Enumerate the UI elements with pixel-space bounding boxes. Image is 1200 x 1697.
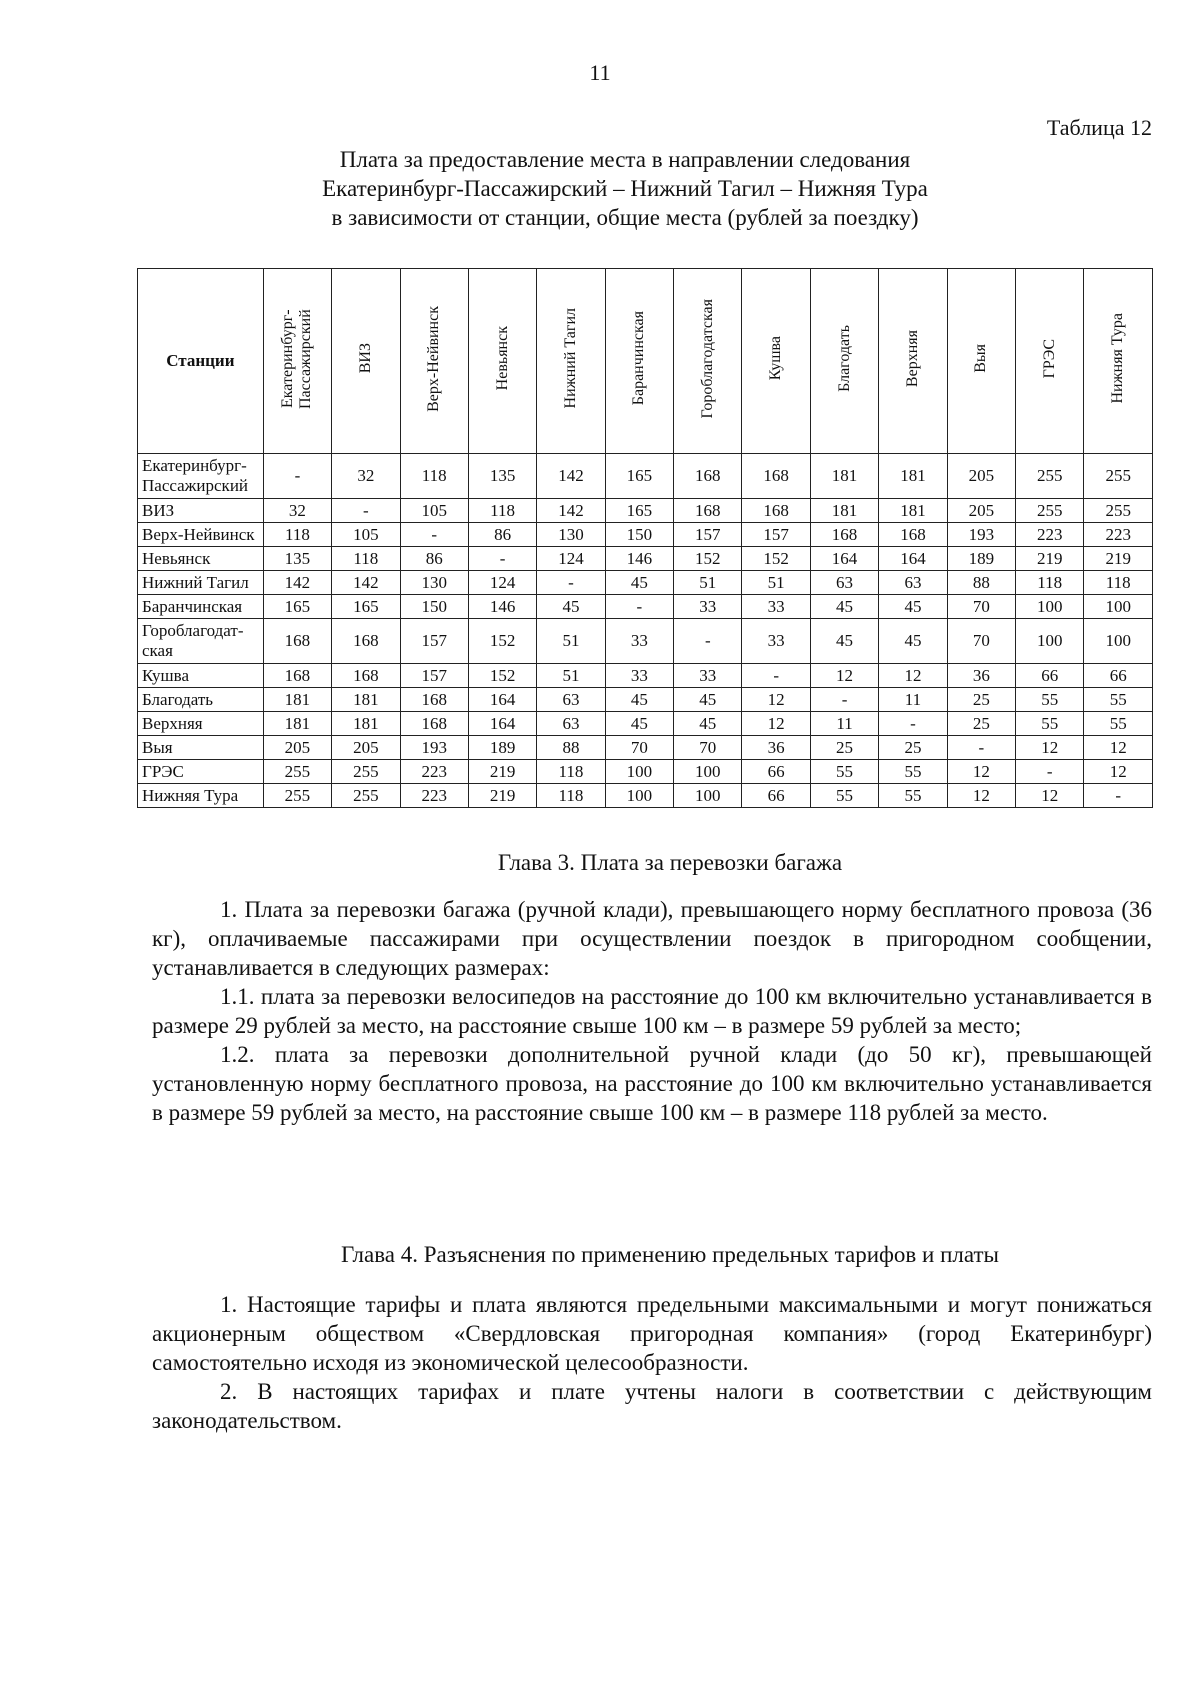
fare-cell: 11 [879, 688, 947, 712]
fare-cell: 135 [263, 547, 331, 571]
fare-cell: 168 [263, 619, 331, 664]
column-header [879, 269, 947, 454]
table-row [138, 571, 1153, 595]
fare-cell: 25 [879, 736, 947, 760]
column-header [605, 269, 673, 454]
fare-cell: 118 [537, 784, 605, 808]
column-header-label: Благодать [835, 325, 853, 392]
fare-cell: 100 [674, 760, 742, 784]
page-number: 11 [589, 60, 611, 85]
chapter4-body [152, 1290, 1152, 1435]
fare-cell: 118 [1084, 571, 1153, 595]
column-header [674, 269, 742, 454]
fare-cell: 63 [537, 712, 605, 736]
fare-cell: 55 [879, 784, 947, 808]
fare-cell: 164 [468, 712, 536, 736]
column-header-label: Невьянск [493, 326, 511, 391]
fare-cell: 88 [947, 571, 1015, 595]
fare-cell: 152 [468, 619, 536, 664]
table-row [138, 664, 1153, 688]
fare-cell: 118 [1016, 571, 1084, 595]
fare-cell: 86 [400, 547, 468, 571]
fare-cell: 45 [605, 571, 673, 595]
fare-cell: 219 [1016, 547, 1084, 571]
fare-cell: 168 [674, 454, 742, 499]
column-header [742, 269, 810, 454]
fare-cell: - [468, 547, 536, 571]
fare-cell: 55 [1084, 688, 1153, 712]
table-row [138, 595, 1153, 619]
fare-cell: - [947, 736, 1015, 760]
fare-cell: 181 [879, 499, 947, 523]
fare-cell: 168 [742, 499, 810, 523]
fare-cell: 32 [263, 499, 331, 523]
column-header-label: Верхняя [903, 329, 921, 388]
fare-cell: - [400, 523, 468, 547]
fare-cell: 193 [400, 736, 468, 760]
fare-cell: 223 [400, 784, 468, 808]
fare-cell: 55 [810, 784, 878, 808]
fare-cell: 55 [1084, 712, 1153, 736]
column-header-label: Выя [972, 344, 990, 373]
fare-cell: 100 [1084, 595, 1153, 619]
fare-cell: 146 [605, 547, 673, 571]
fare-cell: 118 [332, 547, 400, 571]
fare-cell: 165 [332, 595, 400, 619]
fare-cell: 189 [468, 736, 536, 760]
fare-cell: 45 [674, 688, 742, 712]
fare-cell: 63 [810, 571, 878, 595]
fare-cell: 118 [400, 454, 468, 499]
table-row [138, 454, 1153, 499]
station-name: Нижний Тагил [138, 571, 264, 595]
column-header-label: Гороблагодатская [698, 298, 716, 419]
title-line: в зависимости от станции, общие места (рублей за поездку) [331, 205, 919, 230]
fare-cell: - [263, 454, 331, 499]
fare-cell: 33 [605, 664, 673, 688]
fare-cell: 100 [605, 760, 673, 784]
fare-cell: 12 [1016, 784, 1084, 808]
fare-cell: 70 [947, 619, 1015, 664]
fare-cell: 45 [879, 595, 947, 619]
fare-cell: - [742, 664, 810, 688]
fare-cell: 45 [810, 595, 878, 619]
table-row [138, 499, 1153, 523]
station-name: Баранчинская [138, 595, 264, 619]
fare-cell: 88 [537, 736, 605, 760]
fare-cell: 142 [537, 499, 605, 523]
title-line: Екатеринбург-Пассажирский – Нижний Тагил – Нижняя Тура [322, 176, 928, 201]
fare-cell: 33 [742, 595, 810, 619]
fare-cell: 168 [332, 619, 400, 664]
table-row [138, 523, 1153, 547]
fare-cell: 157 [674, 523, 742, 547]
fare-cell: 205 [947, 454, 1015, 499]
fare-cell: 165 [605, 454, 673, 499]
fare-cell: 100 [1084, 619, 1153, 664]
fare-cell: 255 [1016, 454, 1084, 499]
fare-cell: 142 [537, 454, 605, 499]
fare-cell: 63 [537, 688, 605, 712]
fare-cell: 45 [537, 595, 605, 619]
fare-cell: 150 [400, 595, 468, 619]
fare-cell: 219 [468, 784, 536, 808]
station-name: Нижняя Тура [138, 784, 264, 808]
fare-cell: 33 [605, 619, 673, 664]
fare-cell: 255 [1084, 454, 1153, 499]
fare-cell: 168 [263, 664, 331, 688]
title-line: Плата за предоставление места в направлении следования [339, 147, 911, 172]
fare-cell: 168 [810, 523, 878, 547]
fare-cell: 45 [674, 712, 742, 736]
fare-cell: 146 [468, 595, 536, 619]
column-header-label: Нижняя Тура [1109, 313, 1127, 404]
fare-cell: 45 [605, 688, 673, 712]
table-row [138, 760, 1153, 784]
fare-cell: 12 [1016, 736, 1084, 760]
column-header [400, 269, 468, 454]
paragraph: 1.2. плата за перевозки дополнительной ручной клади (до 50 кг), превышающей установленную норму бесплатного провоза, на расстояние до 100 км включительно устанавливается в размере 59 рублей за место, на расстояние свыше 100 км – в размере 118 рублей за место. [152, 1042, 1152, 1125]
column-header-label: Нижний Тагил [561, 308, 579, 409]
fare-cell: 66 [742, 760, 810, 784]
fare-cell: 164 [468, 688, 536, 712]
column-header-label: Екатеринбург-Пассажирский [279, 308, 315, 409]
fare-cell: - [332, 499, 400, 523]
fare-cell: 255 [332, 784, 400, 808]
column-header [1016, 269, 1084, 454]
chapter4-heading: Глава 4. Разъяснения по применению предельных тарифов и платы [340, 1242, 1000, 1267]
table-row [138, 712, 1153, 736]
fare-cell: 36 [947, 664, 1015, 688]
paragraph: 1.1. плата за перевозки велосипедов на расстояние до 100 км включительно устанавливается в размере 29 рублей за место, на расстояние свыше 100 км – в размере 59 рублей за место; [152, 984, 1152, 1038]
fare-cell: 219 [468, 760, 536, 784]
fare-cell: 255 [263, 760, 331, 784]
fare-cell: 36 [742, 736, 810, 760]
fare-cell: - [810, 688, 878, 712]
column-header [1084, 269, 1153, 454]
fare-cell: 157 [400, 619, 468, 664]
station-name: ГРЭС [138, 760, 264, 784]
table-row [138, 736, 1153, 760]
fare-cell: 32 [332, 454, 400, 499]
fare-cell: 181 [263, 712, 331, 736]
fare-cell: 205 [332, 736, 400, 760]
column-header [332, 269, 400, 454]
fare-cell: 165 [605, 499, 673, 523]
fare-cell: 255 [332, 760, 400, 784]
fare-cell: 70 [674, 736, 742, 760]
fare-cell: 189 [947, 547, 1015, 571]
fare-cell: 25 [947, 688, 1015, 712]
fare-cell: 124 [468, 571, 536, 595]
station-name: Гороблагодат-ская [138, 619, 264, 664]
fare-cell: 150 [605, 523, 673, 547]
column-header [537, 269, 605, 454]
fare-cell: 205 [263, 736, 331, 760]
fare-cell: 33 [674, 595, 742, 619]
fare-cell: 124 [537, 547, 605, 571]
tariff-table [137, 268, 1153, 808]
fare-cell: 25 [810, 736, 878, 760]
fare-cell: 33 [742, 619, 810, 664]
fare-cell: 168 [332, 664, 400, 688]
station-name: Верх-Нейвинск [138, 523, 264, 547]
fare-cell: 118 [468, 499, 536, 523]
fare-cell: 164 [879, 547, 947, 571]
column-header-label: Верх-Нейвинск [425, 305, 443, 412]
fare-cell: 86 [468, 523, 536, 547]
paragraph: 1. Плата за перевозки багажа (ручной клади), превышающего норму бесплатного провоза (36 кг), оплачиваемые пассажирами при осуществлении поездок в пригородном сообщении, устанавливается в следующих размерах: [152, 897, 1152, 980]
fare-cell: 255 [1084, 499, 1153, 523]
fare-cell: 55 [1016, 688, 1084, 712]
paragraph: 2. В настоящих тарифах и плате учтены налоги в соответствии с действующим законодательством. [152, 1379, 1152, 1433]
fare-cell: 100 [1016, 595, 1084, 619]
column-header [810, 269, 878, 454]
station-name: Благодать [138, 688, 264, 712]
fare-cell: 118 [537, 760, 605, 784]
station-name: Кушва [138, 664, 264, 688]
fare-cell: 12 [742, 712, 810, 736]
table-row [138, 784, 1153, 808]
fare-cell: 157 [400, 664, 468, 688]
fare-cell: 157 [742, 523, 810, 547]
fare-cell: 164 [810, 547, 878, 571]
column-header [947, 269, 1015, 454]
station-name: Верхняя [138, 712, 264, 736]
fare-cell: - [537, 571, 605, 595]
fare-cell: 66 [1084, 664, 1153, 688]
fare-cell: 33 [674, 664, 742, 688]
fare-cell: 168 [879, 523, 947, 547]
fare-cell: 51 [537, 619, 605, 664]
fare-cell: 100 [1016, 619, 1084, 664]
table-row [138, 547, 1153, 571]
fare-cell: 181 [263, 688, 331, 712]
fare-cell: 152 [742, 547, 810, 571]
station-name: ВИЗ [138, 499, 264, 523]
fare-cell: 205 [947, 499, 1015, 523]
column-header-label: Баранчинская [630, 311, 648, 406]
fare-cell: 193 [947, 523, 1015, 547]
fare-cell: 12 [947, 784, 1015, 808]
fare-cell: - [879, 712, 947, 736]
fare-cell: 12 [1084, 736, 1153, 760]
column-header-label: ВИЗ [356, 343, 374, 374]
fare-cell: 181 [332, 688, 400, 712]
table-row [138, 619, 1153, 664]
table-title [200, 145, 1050, 232]
fare-cell: 181 [332, 712, 400, 736]
table-caption: Таблица 12 [1046, 115, 1152, 140]
fare-cell: 66 [1016, 664, 1084, 688]
fare-cell: 223 [1016, 523, 1084, 547]
fare-cell: 55 [879, 760, 947, 784]
fare-cell: 105 [400, 499, 468, 523]
fare-cell: - [1016, 760, 1084, 784]
chapter3-body [152, 895, 1152, 1127]
column-header [263, 269, 331, 454]
fare-cell: 168 [400, 712, 468, 736]
paragraph: 1. Настоящие тарифы и плата являются предельными максимальными и могут понижаться акционерным обществом «Свердловская пригородная компания» (город Екатеринбург) самостоятельно исходя из экономической целесообразности. [152, 1292, 1152, 1375]
fare-cell: 255 [263, 784, 331, 808]
fare-cell: 152 [674, 547, 742, 571]
column-header [468, 269, 536, 454]
fare-cell: 118 [263, 523, 331, 547]
column-header-label: ГРЭС [1040, 338, 1058, 379]
fare-cell: 51 [742, 571, 810, 595]
station-name: Выя [138, 736, 264, 760]
station-name: Невьянск [138, 547, 264, 571]
fare-cell: 12 [879, 664, 947, 688]
fare-cell: 25 [947, 712, 1015, 736]
fare-cell: 70 [605, 736, 673, 760]
fare-cell: 219 [1084, 547, 1153, 571]
fare-cell: 223 [1084, 523, 1153, 547]
table-body [138, 454, 1153, 808]
fare-cell: 12 [1084, 760, 1153, 784]
fare-cell: 45 [879, 619, 947, 664]
fare-cell: 130 [400, 571, 468, 595]
fare-cell: 100 [605, 784, 673, 808]
fare-cell: 63 [879, 571, 947, 595]
fare-cell: 51 [674, 571, 742, 595]
fare-cell: 181 [810, 454, 878, 499]
fare-cell: 12 [810, 664, 878, 688]
table-row [138, 688, 1153, 712]
fare-cell: 66 [742, 784, 810, 808]
fare-cell: 55 [1016, 712, 1084, 736]
fare-cell: 168 [742, 454, 810, 499]
fare-cell: 51 [537, 664, 605, 688]
fare-cell: - [605, 595, 673, 619]
fare-cell: 11 [810, 712, 878, 736]
fare-cell: 12 [947, 760, 1015, 784]
fare-cell: 223 [400, 760, 468, 784]
fare-cell: 152 [468, 664, 536, 688]
station-name: Екатеринбург-Пассажирский [138, 454, 264, 499]
fare-cell: 142 [263, 571, 331, 595]
chapter3-heading: Глава 3. Плата за перевозки багажа [497, 850, 843, 875]
fare-cell: 45 [810, 619, 878, 664]
fare-cell: 168 [674, 499, 742, 523]
corner-header: Станции [138, 269, 264, 454]
fare-cell: 130 [537, 523, 605, 547]
fare-cell: 135 [468, 454, 536, 499]
fare-cell: 45 [605, 712, 673, 736]
fare-cell: 12 [742, 688, 810, 712]
fare-cell: - [1084, 784, 1153, 808]
fare-cell: - [674, 619, 742, 664]
fare-cell: 105 [332, 523, 400, 547]
table-header-row [138, 269, 1153, 454]
fare-cell: 55 [810, 760, 878, 784]
fare-cell: 181 [879, 454, 947, 499]
fare-cell: 100 [674, 784, 742, 808]
fare-cell: 181 [810, 499, 878, 523]
fare-cell: 255 [1016, 499, 1084, 523]
fare-cell: 165 [263, 595, 331, 619]
fare-cell: 142 [332, 571, 400, 595]
column-header-label: Кушва [767, 336, 785, 381]
fare-cell: 168 [400, 688, 468, 712]
fare-cell: 70 [947, 595, 1015, 619]
